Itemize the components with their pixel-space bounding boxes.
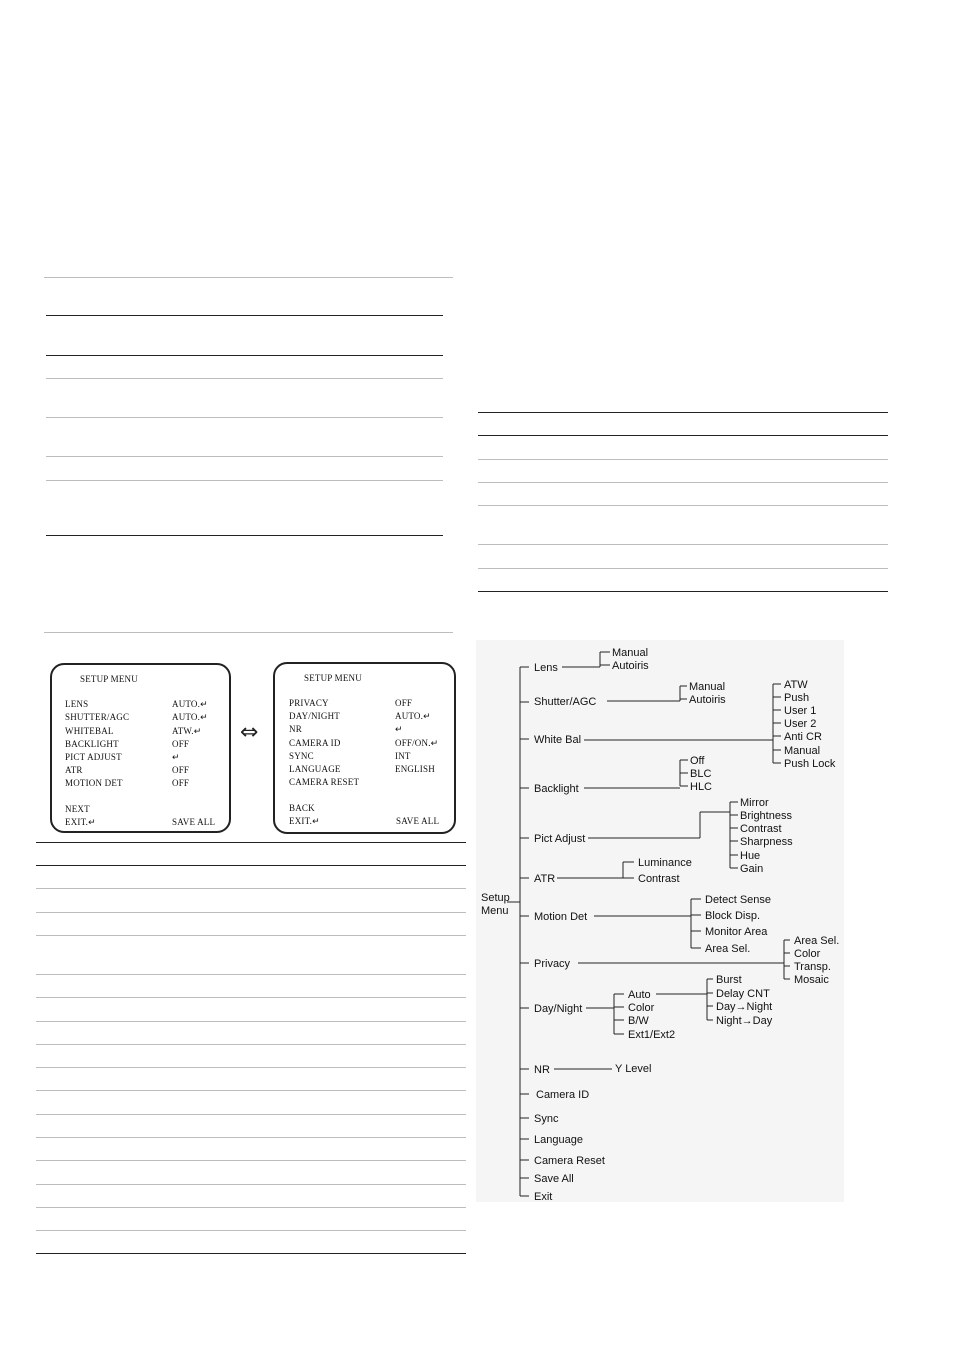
- osd-row-value: ↵: [395, 724, 403, 734]
- osd-exit: EXIT.↵: [65, 817, 96, 827]
- tree-item-language: Language: [534, 1134, 583, 1146]
- table-rule: [44, 277, 453, 278]
- osd-row-label: BACKLIGHT: [65, 739, 119, 749]
- table-rule: [46, 480, 443, 481]
- table-rule: [44, 632, 453, 633]
- osd-row-label: NR: [289, 724, 302, 734]
- table-rule: [46, 355, 443, 356]
- table-rule: [46, 417, 443, 418]
- tree-option: Delay CNT: [716, 988, 770, 1000]
- table-rule: [36, 1207, 466, 1208]
- table-rule: [36, 1160, 466, 1161]
- tree-root-label: Menu: [481, 905, 509, 917]
- tree-option: Off: [690, 755, 705, 767]
- osd-title: SETUP MENU: [80, 674, 138, 684]
- tree-option: B/W: [628, 1015, 649, 1027]
- tree-option: Push Lock: [784, 758, 836, 770]
- table-rule: [36, 1137, 466, 1138]
- osd-row-value: AUTO.↵: [172, 699, 208, 709]
- tree-option: BLC: [690, 768, 712, 780]
- table-rule: [36, 1044, 466, 1045]
- tree-item-save-all: Save All: [534, 1173, 574, 1185]
- tree-option: Manual: [784, 745, 821, 757]
- tree-item-atr: ATR: [534, 873, 556, 885]
- tree-item-motion-det: Motion Det: [534, 911, 588, 923]
- table-rule: [36, 997, 466, 998]
- tree-option: Night→Day: [716, 1015, 773, 1027]
- table-rule: [36, 1114, 466, 1115]
- osd-row-value: OFF: [172, 739, 190, 749]
- osd-row-label: PRIVACY: [289, 698, 329, 708]
- table-rule: [46, 456, 443, 457]
- table-rule: [36, 1021, 466, 1022]
- osd-row-label: LENS: [65, 699, 89, 709]
- osd-row-value: AUTO.↵: [172, 712, 208, 722]
- tree-option: Color: [794, 948, 821, 960]
- table-rule: [478, 482, 888, 483]
- tree-item-camera-id: Camera ID: [536, 1089, 590, 1101]
- tree-option: Hue: [740, 850, 761, 862]
- tree-item-shutter: Shutter/AGC: [534, 696, 597, 708]
- osd-next: NEXT: [65, 804, 90, 814]
- tree-root-label: Setup: [481, 892, 510, 904]
- table-rule: [478, 459, 888, 460]
- osd-row-value: INT: [395, 751, 411, 761]
- table-rule: [36, 974, 466, 975]
- osd-save-all: SAVE ALL: [172, 817, 216, 827]
- osd-exit: EXIT.↵: [289, 816, 320, 826]
- tree-option: Area Sel.: [794, 935, 840, 947]
- osd-row-value: ATW.↵: [172, 726, 202, 736]
- tree-item-lens: Lens: [534, 662, 558, 674]
- tree-option: Monitor Area: [705, 926, 768, 938]
- tree-option: Block Disp.: [705, 910, 761, 922]
- osd-row-label: LANGUAGE: [289, 764, 341, 774]
- tree-item-day-night: Day/Night: [534, 1003, 583, 1015]
- tree-option: Color: [628, 1002, 655, 1014]
- osd-screen-page2: [273, 662, 456, 834]
- tree-option: ATW: [784, 679, 808, 691]
- tree-option: User 1: [784, 705, 817, 717]
- table-rule: [46, 315, 443, 316]
- tree-item-white-bal: White Bal: [534, 734, 582, 746]
- tree-option: Mosaic: [794, 974, 829, 986]
- osd-save-all: SAVE ALL: [396, 816, 440, 826]
- tree-option: Manual: [689, 681, 726, 693]
- table-rule: [478, 412, 888, 413]
- table-rule: [46, 378, 443, 379]
- osd-title: SETUP MENU: [304, 673, 362, 683]
- osd-row-value: OFF: [395, 698, 413, 708]
- setup-menu-tree-diagram: [476, 640, 844, 1202]
- table-rule: [478, 435, 888, 436]
- tree-option: Ext1/Ext2: [628, 1029, 676, 1041]
- tree-option: Brightness: [740, 810, 792, 822]
- tree-option: Auto: [628, 989, 651, 1001]
- osd-row-label: SHUTTER/AGC: [65, 712, 130, 722]
- table-rule: [36, 912, 466, 913]
- osd-row-value: ENGLISH: [395, 764, 435, 774]
- table-rule: [46, 535, 443, 536]
- table-rule: [478, 544, 888, 545]
- osd-row-label: ATR: [65, 765, 83, 775]
- tree-item-camera-reset: Camera Reset: [534, 1155, 605, 1167]
- tree-option: Transp.: [794, 961, 831, 973]
- tree-option: Push: [784, 692, 810, 704]
- table-rule: [36, 842, 466, 843]
- tree-item-privacy: Privacy: [534, 958, 571, 970]
- tree-item-nr: NR: [534, 1064, 550, 1076]
- tree-option: Manual: [612, 647, 649, 659]
- tree-option: Y Level: [615, 1063, 652, 1075]
- table-rule: [36, 935, 466, 936]
- table-rule: [36, 888, 466, 889]
- table-rule: [36, 1067, 466, 1068]
- tree-option: Contrast: [638, 873, 680, 885]
- tree-option: Burst: [716, 974, 742, 986]
- table-rule: [36, 1253, 466, 1254]
- osd-row-value: ↵: [172, 752, 180, 762]
- osd-row-label: DAY/NIGHT: [289, 711, 340, 721]
- tree-option: Area Sel.: [705, 943, 751, 955]
- table-rule: [478, 591, 888, 592]
- osd-row-label: MOTION DET: [65, 778, 123, 788]
- table-rule: [36, 865, 466, 866]
- tree-option: Sharpness: [740, 836, 793, 848]
- osd-row-label: CAMERA ID: [289, 738, 341, 748]
- table-rule: [36, 1184, 466, 1185]
- osd-row-label: PICT ADJUST: [65, 752, 122, 762]
- table-rule: [478, 568, 888, 569]
- table-rule: [478, 505, 888, 506]
- tree-item-pict-adjust: Pict Adjust: [534, 833, 586, 845]
- tree-option: Day→Night: [716, 1001, 773, 1013]
- swap-arrow-icon: ⇔: [240, 720, 259, 745]
- osd-row-value: AUTO.↵: [395, 711, 431, 721]
- tree-option: Contrast: [740, 823, 782, 835]
- tree-option: Autoiris: [612, 660, 649, 672]
- tree-option: Autoiris: [689, 694, 726, 706]
- osd-row-value: OFF/ON.↵: [395, 738, 439, 748]
- tree-option: HLC: [690, 781, 713, 793]
- tree-item-backlight: Backlight: [534, 783, 579, 795]
- osd-row-label: SYNC: [289, 751, 314, 761]
- tree-item-sync: Sync: [534, 1113, 559, 1125]
- osd-screen-page1: [50, 663, 231, 833]
- tree-option: Mirror: [740, 797, 769, 809]
- table-rule: [36, 1090, 466, 1091]
- tree-option: Detect Sense: [705, 894, 772, 906]
- tree-option: Luminance: [638, 857, 692, 869]
- tree-option: Anti CR: [784, 731, 822, 743]
- osd-row-label: CAMERA RESET: [289, 777, 360, 787]
- osd-row-value: OFF: [172, 778, 190, 788]
- tree-item-exit: Exit: [534, 1191, 553, 1202]
- osd-row-label: WHITEBAL: [65, 726, 114, 736]
- table-rule: [36, 1230, 466, 1231]
- osd-row-value: OFF: [172, 765, 190, 775]
- tree-option: Gain: [740, 863, 764, 875]
- tree-option: User 2: [784, 718, 817, 730]
- osd-back: BACK: [289, 803, 315, 813]
